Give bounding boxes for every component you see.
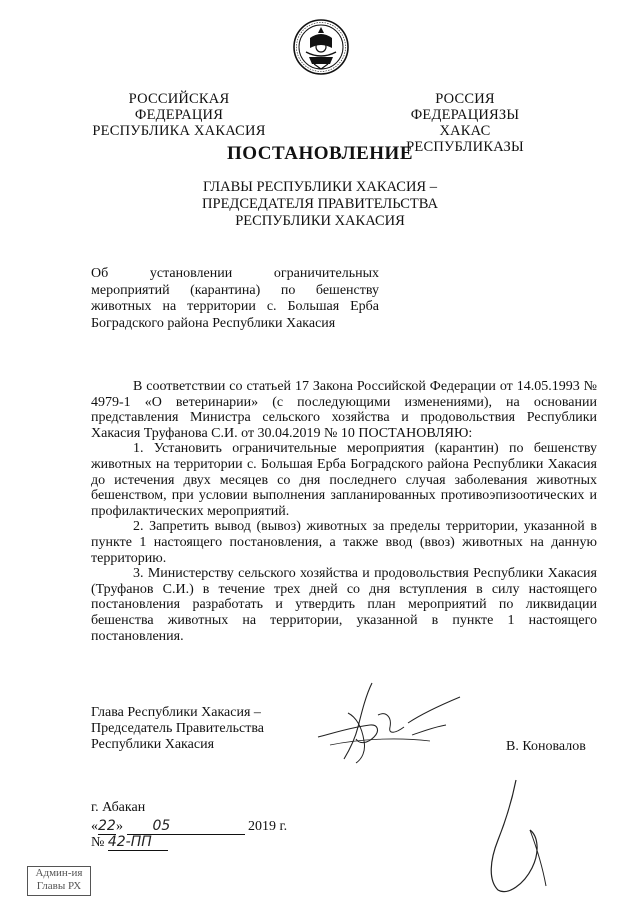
document-subtitle — [0, 179, 640, 230]
body-preamble: В соответствии со статьей 17 Закона Российской Федерации от 14.05.1993 № 4979-1 «О ветеринарии» (с последующими изменениями), на основании представления Министра сельского хозяйства и продовольствия Республики Хакасия Труфанова С.И. от 30.04.2019 № 10 ПОСТАНОВЛЯЮ: — [91, 379, 597, 441]
signatory-position — [91, 705, 264, 753]
subject-line4: Боградского района Республики Хакасия — [91, 315, 336, 331]
date-open-quote: « — [91, 819, 98, 834]
handwritten-mark — [476, 776, 556, 898]
body-item-3: 3. Министерству сельского хозяйства и продовольствия Республики Хакасия (Труфанов С.И.) в течение трех дней со дня вступления в силу настоящего постановления разработать и утвердить план мероприятий по ликвидации бешенства животных на территории, указанной в пункте 1 настоящего постановления. — [91, 566, 597, 644]
subject-line1: Об установлении ограничительных — [91, 266, 379, 281]
number-prefix: № — [91, 835, 105, 850]
date-close-quote: » — [116, 819, 123, 834]
subject-line3: животных на территории с. Большая Ерба — [91, 299, 379, 314]
header-left-line1: РОССИЙСКАЯ ФЕДЕРАЦИЯ — [128, 91, 230, 123]
signatory-name: В. Коновалов — [506, 739, 586, 754]
document-body — [91, 379, 597, 644]
number-value: 42-ПП — [108, 834, 168, 851]
date-day: 22 — [98, 818, 116, 834]
header-right-line1: РОССИЯ ФЕДЕРАЦИЯЗЫ — [410, 91, 520, 123]
date-month: 05 — [127, 818, 245, 835]
document-title: ПОСТАНОВЛЕНИЕ — [226, 143, 414, 164]
header-russian-federation — [88, 91, 270, 139]
subtitle-line2: ПРЕДСЕДАТЕЛЯ ПРАВИТЕЛЬСТВА — [202, 196, 438, 212]
date-year: 2019 г. — [248, 819, 288, 834]
subtitle-line1: ГЛАВЫ РЕСПУБЛИКИ ХАКАСИЯ – — [203, 179, 437, 195]
header-left-line2: РЕСПУБЛИКА ХАКАСИЯ — [92, 123, 266, 139]
coat-of-arms-emblem — [292, 18, 350, 76]
handwritten-signature — [300, 675, 470, 770]
position-line1: Глава Республики Хакасия – — [91, 705, 261, 720]
stamp-line2: Главы РХ — [36, 880, 82, 892]
document-date — [91, 818, 287, 835]
body-item-2: 2. Запретить вывод (вывоз) животных за пределы территории, указанной в пункте 1 настоящего постановления, а также ввод (ввоз) животных на данную территорию. — [91, 519, 597, 566]
document-number — [91, 834, 168, 851]
subtitle-line3: РЕСПУБЛИКИ ХАКАСИЯ — [235, 213, 405, 229]
header-right-line2: ХАКАС РЕСПУБЛИКАЗЫ — [406, 123, 524, 155]
position-line3: Республики Хакасия — [91, 737, 215, 752]
city: г. Абакан — [91, 800, 146, 815]
body-item-1: 1. Установить ограничительные мероприятия (карантин) по бешенству животных на территории с. Большая Ерба Боградского района Республики Хакасия до истечения двух месяцев со дня последнего случая заболевания животных бешенством, при условии выполнения запланированных противоэпизоотических и профилактических мероприятий. — [91, 441, 597, 519]
document-subject — [91, 266, 379, 332]
stamp-line1: Админ-ия — [35, 867, 83, 879]
subject-line2: мероприятий (карантина) по бешенству — [91, 282, 379, 298]
registry-stamp — [27, 866, 91, 896]
position-line2: Председатель Правительства — [91, 721, 264, 736]
